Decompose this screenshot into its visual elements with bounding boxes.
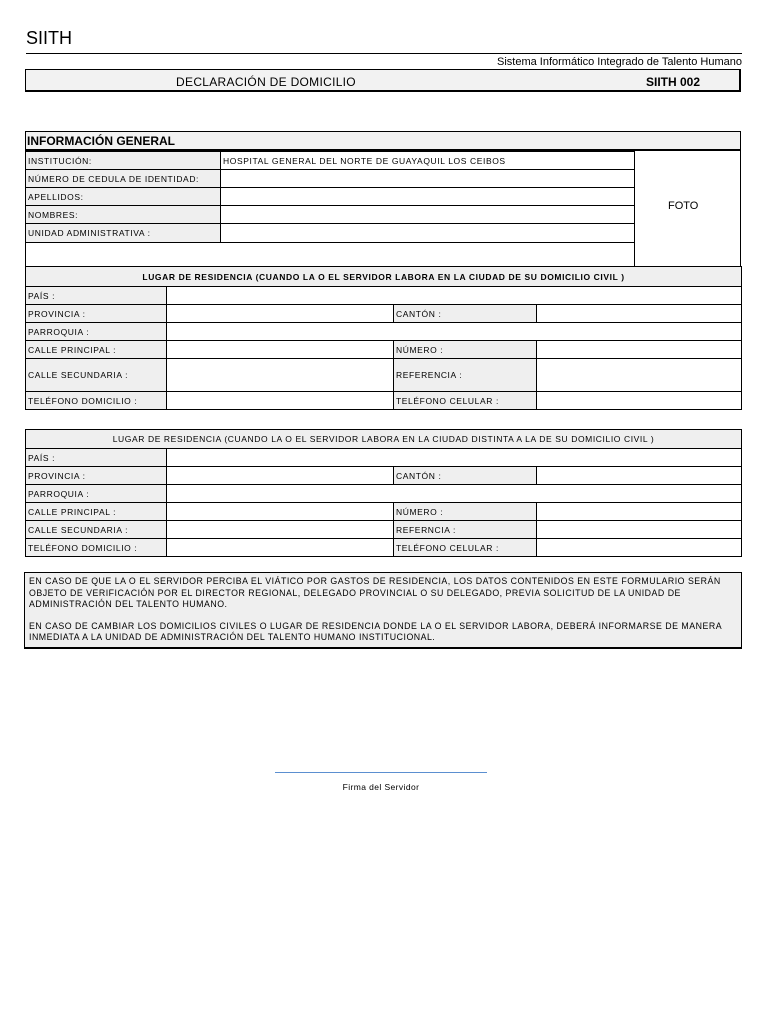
system-subtitle: Sistema Informático Integrado de Talento Humano: [497, 56, 742, 68]
nombres-field[interactable]: [221, 206, 635, 224]
r2-parroquia-label: PARROQUIA :: [26, 485, 167, 503]
form-title: DECLARACIÓN DE DOMICILIO: [176, 75, 356, 89]
r2-calle-secundaria-label: CALLE SECUNDARIA :: [26, 521, 167, 539]
r2-referencia-field[interactable]: [537, 521, 742, 539]
r1-parroquia-label: PARROQUIA :: [26, 323, 167, 341]
form-code: SIITH 002: [646, 75, 701, 89]
note-paragraph-change: EN CASO DE CAMBIAR LOS DOMICILIOS CIVILES O LUGAR DE RESIDENCIA DONDE LA O EL SERVIDOR LABORA, DEBERÁ INFORMARSE DE MANERA INMEDIATA A LA UNIDAD DE ADMINISTRACIÓN DEL TALENTO HUMANO INSTITUCIONAL.: [29, 620, 722, 642]
r2-parroquia-field[interactable]: [167, 485, 742, 503]
apellidos-label: APELLIDOS:: [26, 188, 221, 206]
r2-telefono-domicilio-field[interactable]: [167, 539, 394, 557]
r1-telefono-celular-field[interactable]: [537, 392, 742, 410]
nombres-label: NOMBRES:: [26, 206, 221, 224]
institucion-label: INSTITUCIÓN:: [26, 152, 221, 170]
r2-telefono-celular-field[interactable]: [537, 539, 742, 557]
general-info-heading: INFORMACIÓN GENERAL: [25, 131, 741, 151]
header-divider: [26, 53, 742, 54]
residence-other-city-table: [25, 429, 742, 557]
r2-numero-label: NÚMERO :: [394, 503, 537, 521]
cedula-label: NÚMERO DE CEDULA DE IDENTIDAD:: [26, 170, 221, 188]
r2-pais-field[interactable]: [167, 449, 742, 467]
r1-referencia-label: REFERENCIA :: [394, 359, 537, 392]
unidad-field[interactable]: [221, 224, 635, 243]
note-paragraph-verification: EN CASO DE QUE LA O EL SERVIDOR PERCIBA EL VIÁTICO POR GASTOS DE RESIDENCIA, LOS DATOS CONTENIDOS EN ESTE FORMULARIO SERÁN OBJETO DE VERIFICACIÓN POR EL DIRECTOR REGIONAL, DELEGADO PROVINCIAL O SU DELEGADO, PREVIA SOLICITUD DE LA UNIDAD DE ADMINISTRACIÓN DEL TALENTO HUMANO.: [29, 576, 721, 609]
r1-pais-label: PAÍS :: [26, 287, 167, 305]
r2-canton-field[interactable]: [537, 467, 742, 485]
r1-parroquia-field[interactable]: [167, 323, 742, 341]
r2-canton-label: CANTÓN :: [394, 467, 537, 485]
r1-provincia-label: PROVINCIA :: [26, 305, 167, 323]
unidad-label: UNIDAD ADMINISTRATIVA :: [26, 224, 221, 243]
apellidos-field[interactable]: [221, 188, 635, 206]
notes-box: [24, 572, 742, 649]
r1-referencia-field[interactable]: [537, 359, 742, 392]
residence-other-city-heading: LUGAR DE RESIDENCIA (CUANDO LA O EL SERVIDOR LABORA EN LA CIUDAD DISTINTA A LA DE SU DOMICILIO CIVIL ): [26, 430, 742, 449]
residence-same-city-heading: LUGAR DE RESIDENCIA (CUANDO LA O EL SERVIDOR LABORA EN LA CIUDAD DE SU DOMICILIO CIVIL ): [26, 267, 742, 287]
logo-text: SIITH: [26, 28, 73, 48]
cedula-field[interactable]: [221, 170, 635, 188]
r2-provincia-label: PROVINCIA :: [26, 467, 167, 485]
r1-numero-field[interactable]: [537, 341, 742, 359]
form-title-box: [25, 69, 741, 92]
r2-provincia-field[interactable]: [167, 467, 394, 485]
r1-calle-secundaria-label: CALLE SECUNDARIA :: [26, 359, 167, 392]
signature-line[interactable]: [275, 772, 487, 773]
r1-canton-label: CANTÓN :: [394, 305, 537, 323]
r1-telefono-domicilio-label: TELÉFONO DOMICILIO :: [26, 392, 167, 410]
r1-telefono-domicilio-field[interactable]: [167, 392, 394, 410]
r2-telefono-domicilio-label: TELÉFONO DOMICILIO :: [26, 539, 167, 557]
r1-calle-principal-field[interactable]: [167, 341, 394, 359]
general-info-table: [25, 151, 635, 267]
r2-telefono-celular-label: TELÉFONO CELULAR :: [394, 539, 537, 557]
r1-provincia-field[interactable]: [167, 305, 394, 323]
signature-label: Firma del Servidor: [342, 782, 420, 792]
institucion-field[interactable]: HOSPITAL GENERAL DEL NORTE DE GUAYAQUIL LOS CEIBOS: [221, 152, 635, 170]
r2-referencia-label: REFERNCIA :: [394, 521, 537, 539]
r1-calle-secundaria-field[interactable]: [167, 359, 394, 392]
residence-same-city-table: [25, 266, 742, 410]
r1-numero-label: NÚMERO :: [394, 341, 537, 359]
r2-pais-label: PAÍS :: [26, 449, 167, 467]
r2-calle-secundaria-field[interactable]: [167, 521, 394, 539]
photo-label: FOTO: [668, 200, 699, 212]
r1-pais-field[interactable]: [167, 287, 742, 305]
r2-numero-field[interactable]: [537, 503, 742, 521]
r1-telefono-celular-label: TELÉFONO CELULAR :: [394, 392, 537, 410]
r1-canton-field[interactable]: [537, 305, 742, 323]
r2-calle-principal-field[interactable]: [167, 503, 394, 521]
r1-calle-principal-label: CALLE PRINCIPAL :: [26, 341, 167, 359]
general-blank-row: [26, 243, 635, 267]
r2-calle-principal-label: CALLE PRINCIPAL :: [26, 503, 167, 521]
